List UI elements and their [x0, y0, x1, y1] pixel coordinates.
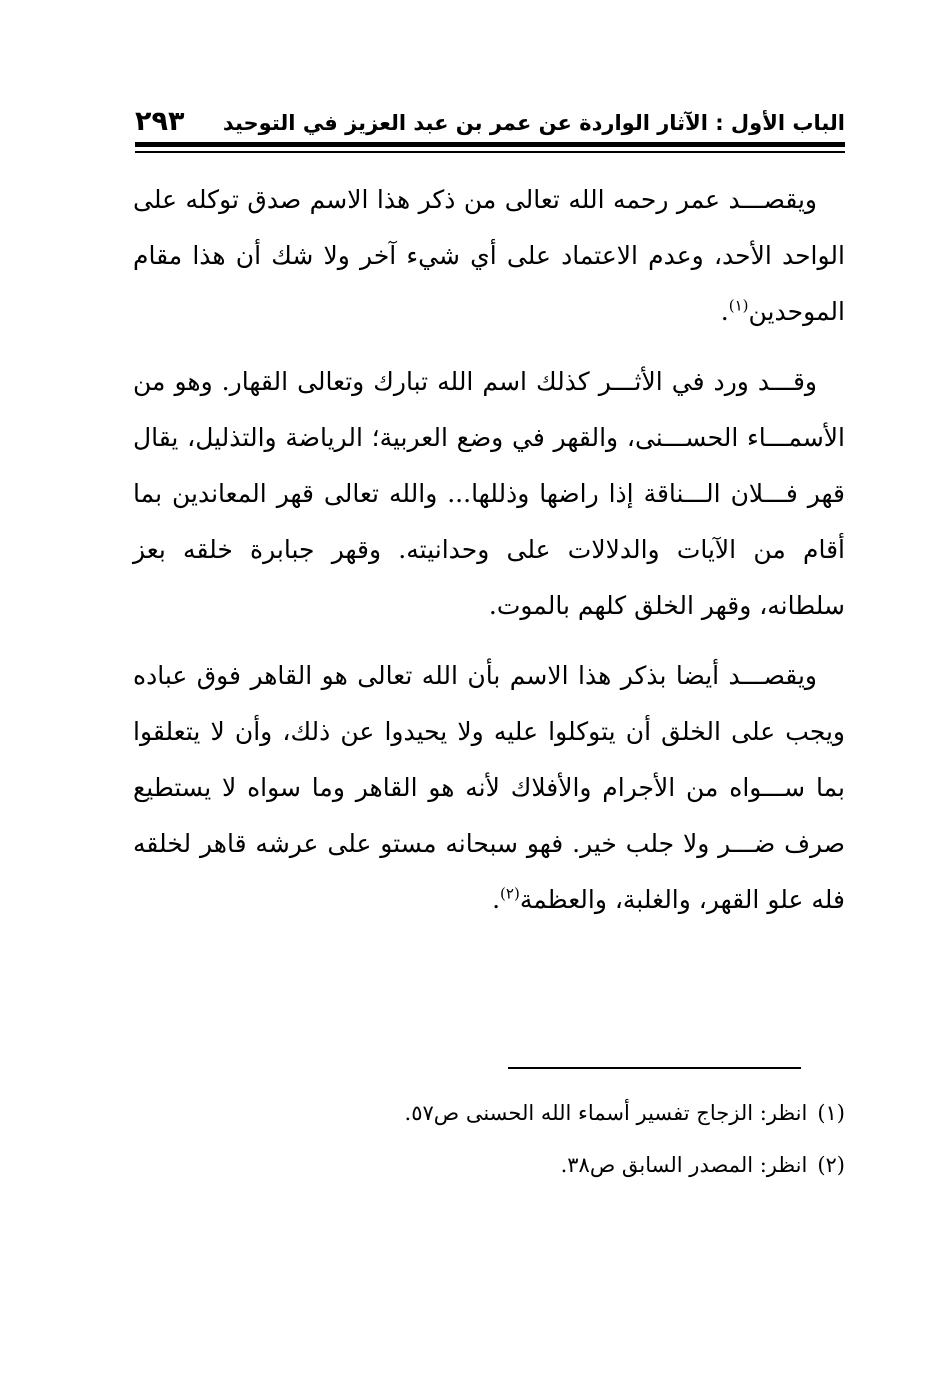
page-number: ٢٩٣: [135, 106, 185, 137]
main-text: [133, 172, 845, 942]
footnote-ref: (١): [728, 296, 749, 315]
footnote-number: (١): [817, 1101, 845, 1125]
paragraph-text: وقـــد ورد في الأثـــر كذلك اسم الله تبارك وتعالى القهار. وهو من الأسمـــاء الحســـنى، والقهر في وضع العربية؛ الرياضة والتذليل، يقال قهر فـــلان الـــناقة إذا راضها وذللها... والله تعالى قهر المعاندين بما أقام من الآيات والدلالات على وحدانيته. وقهر جبابرة خلقه بعز سلطانه، وقهر الخلق كلهم بالموت.: [133, 367, 845, 620]
paragraph-text: ويقصـــد عمر رحمه الله تعالى من ذكر هذا الاسم صدق توكله على الواحد الأحد، وعدم الاعتماد على أي شيء آخر ولا شك أن هذا مقام الموحدين: [133, 185, 845, 326]
footnote-text: انظر: المصدر السابق ص٣٨.: [560, 1153, 808, 1177]
paragraph-end: .: [492, 885, 501, 914]
paragraph-end: .: [720, 297, 729, 326]
paragraph: [133, 354, 845, 634]
footnotes: [133, 1092, 845, 1196]
footnote-number: (٢): [817, 1153, 845, 1177]
footnote-item: [133, 1092, 845, 1134]
running-header: [135, 108, 845, 144]
footnote-item: [133, 1144, 845, 1186]
paragraph-text: ويقصـــد أيضا بذكر هذا الاسم بأن الله تعالى هو القاهر فوق عباده ويجب على الخلق أن يتوكلوا عليه ولا يحيدوا عن ذلك، وأن لا يتعلقوا بما ســـواه من الأجرام والأفلاك لأنه هو القاهر وما سواه لا يستطيع صرف ضـــر ولا جلب خير. فهو سبحانه مستو على عرشه قاهر لخلقه فله علو القهر، والغلبة، والعظمة: [133, 661, 845, 914]
footnote-separator: [508, 1067, 801, 1069]
paragraph: [133, 172, 845, 340]
footnote-text: انظر: الزجاج تفسير أسماء الله الحسنى ص٥٧.: [404, 1101, 808, 1125]
chapter-title: الباب الأول : الآثار الواردة عن عمر بن عبد العزيز في التوحيد: [222, 111, 845, 135]
header-rule-thin: [135, 151, 845, 153]
footnote-ref: (٢): [500, 884, 520, 903]
header-rule-thick: [135, 142, 845, 147]
paragraph: [133, 648, 845, 928]
